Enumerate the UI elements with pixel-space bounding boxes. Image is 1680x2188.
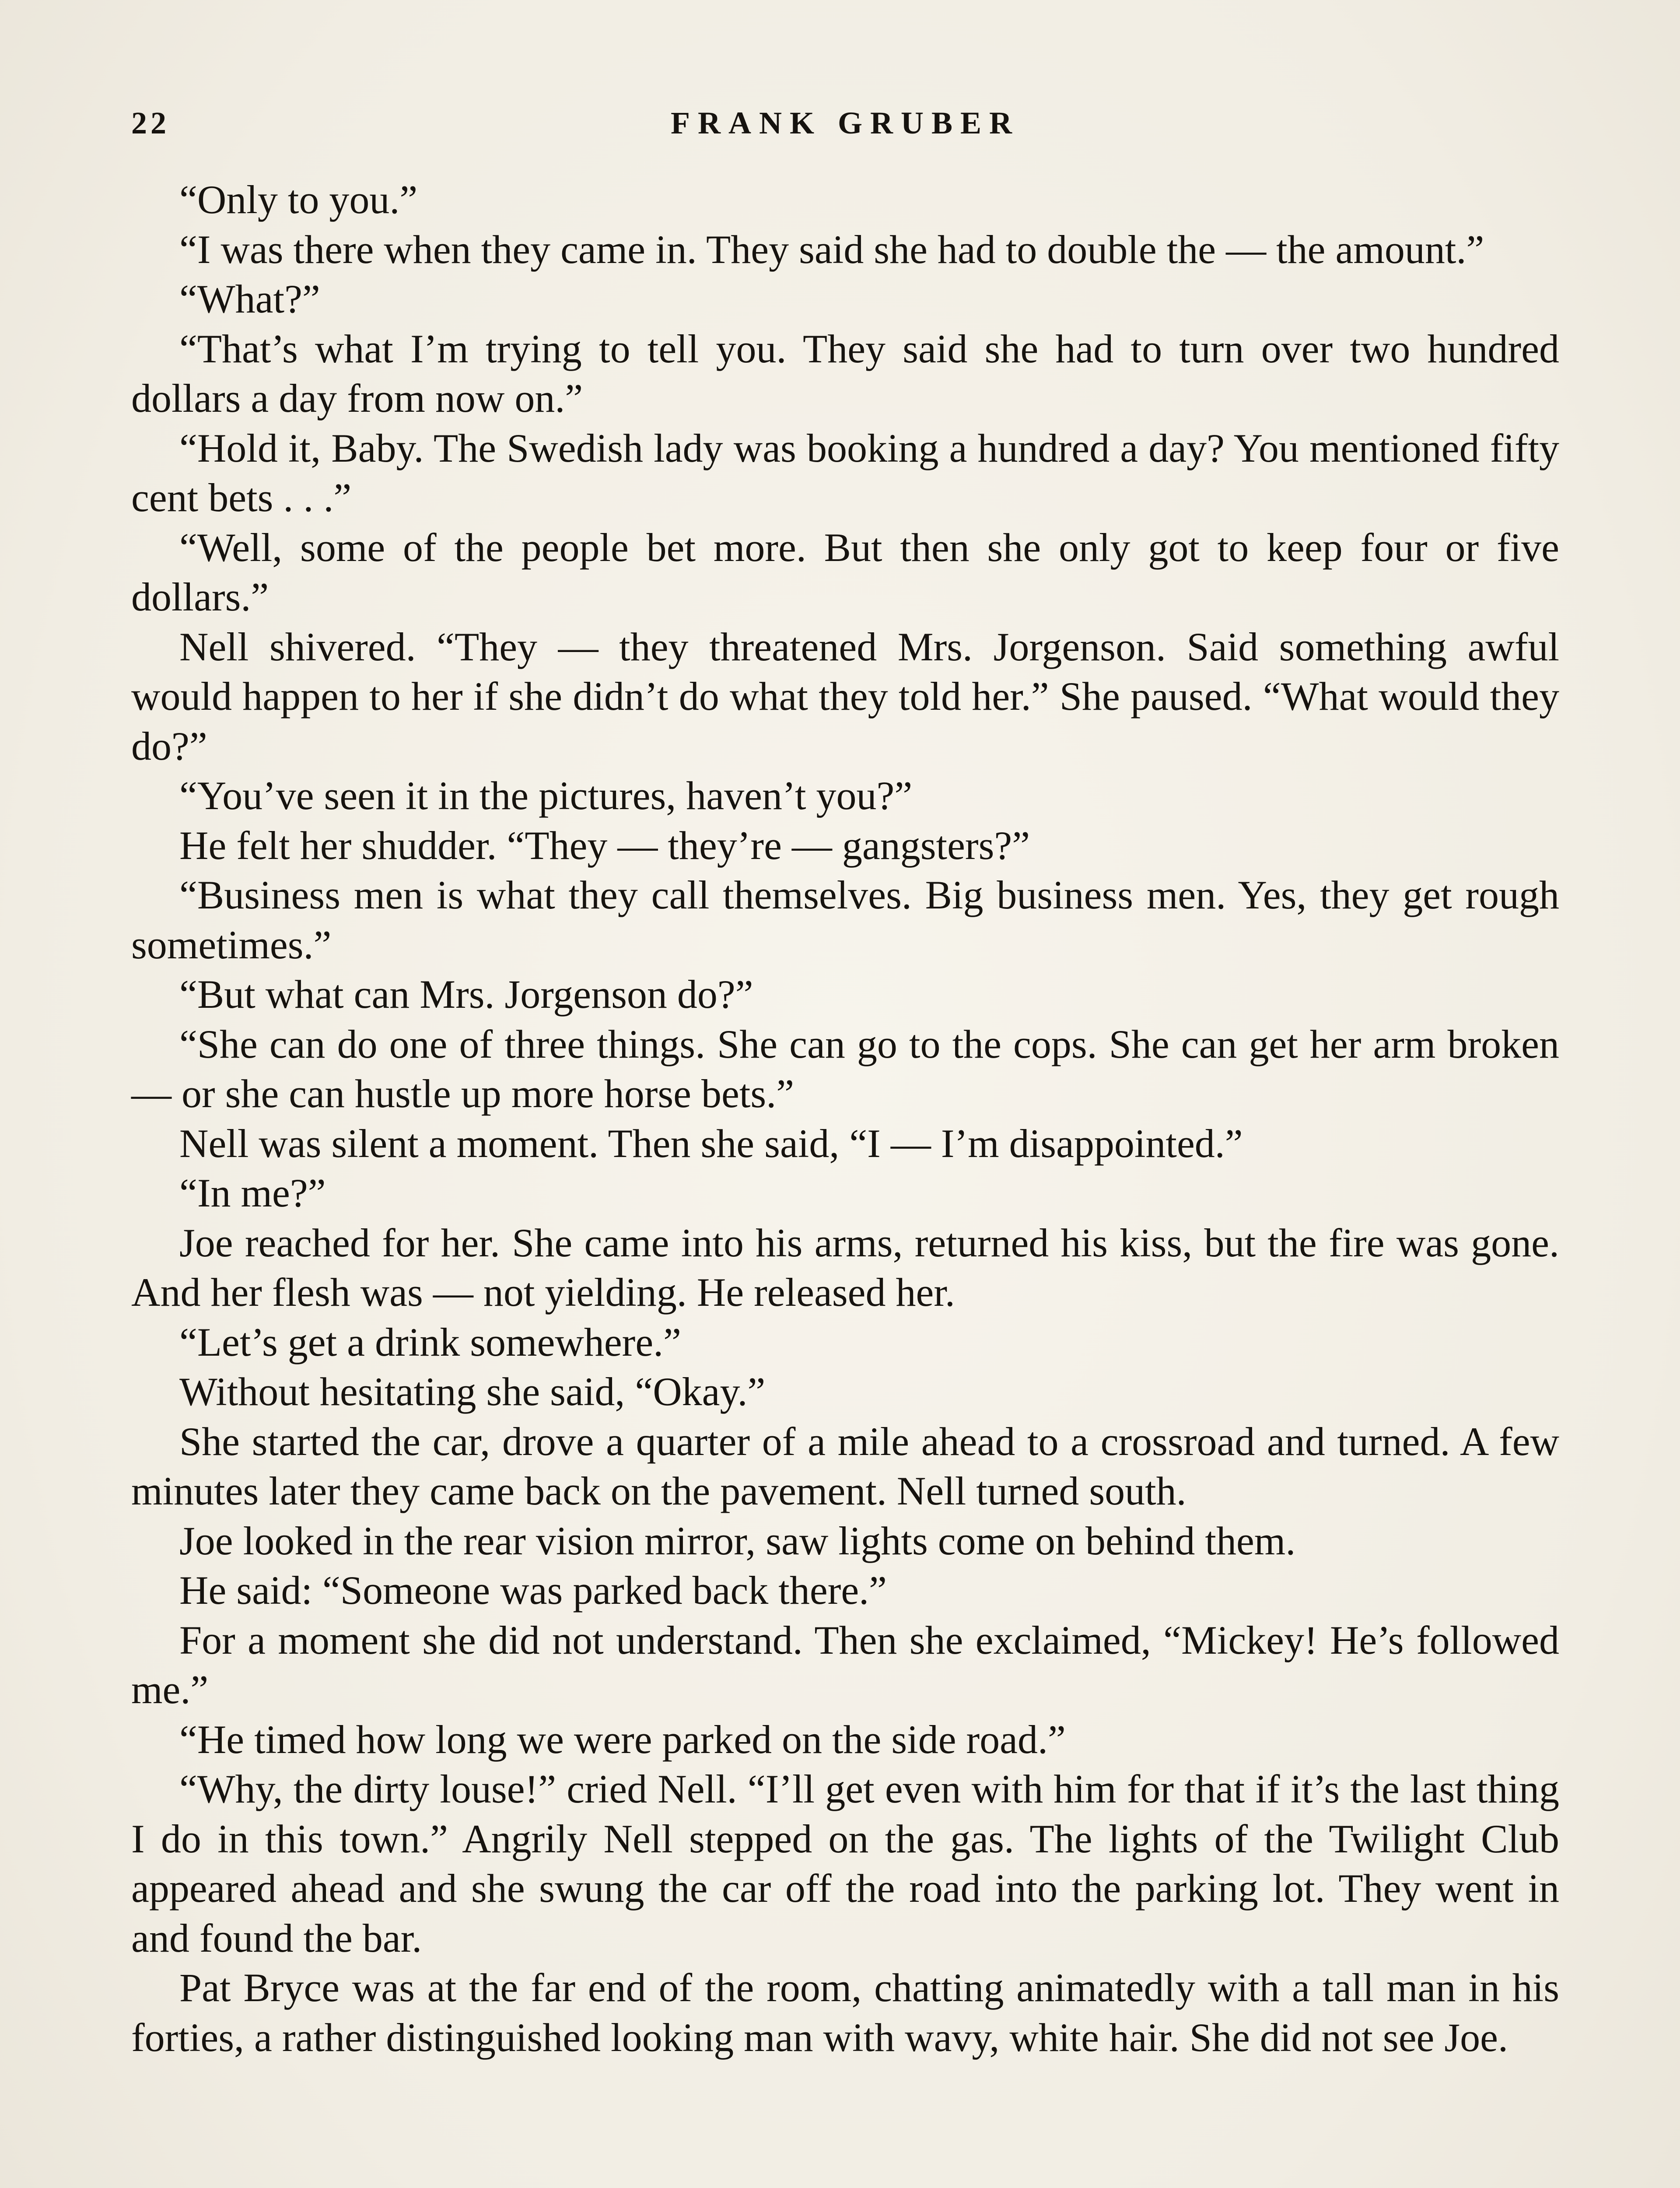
paragraph: “Hold it, Baby. The Swedish lady was booking a hundred a day? You mentioned fifty cent bets . . .” <box>131 425 1559 520</box>
paragraph: For a moment she did not understand. Then she exclaimed, “Mickey! He’s followed me.” <box>131 1617 1559 1712</box>
paragraph: “Business men is what they call themselves. Big business men. Yes, they get rough sometimes.” <box>131 873 1559 967</box>
paragraph: “Let’s get a drink somewhere.” <box>179 1319 681 1364</box>
paragraph: “Only to you.” <box>179 177 418 222</box>
paragraph: “But what can Mrs. Jorgenson do?” <box>179 972 753 1017</box>
page-number: 22 <box>131 105 170 140</box>
paragraph: “Well, some of the people bet more. But then she only got to keep four or five dollars.” <box>131 525 1559 619</box>
paragraph: “In me?” <box>179 1171 326 1215</box>
paragraph: “That’s what I’m trying to tell you. They said she had to turn over two hundred dollars a day from now on.” <box>131 326 1559 421</box>
paragraph: “I was there when they came in. They said she had to double the — the amount.” <box>179 227 1484 272</box>
paragraph: Nell was silent a moment. Then she said, “I — I’m disappointed.” <box>179 1121 1243 1166</box>
paragraph: “Why, the dirty louse!” cried Nell. “I’ll get even with him for that if it’s the last thing I do in this town.” Angrily Nell stepped on the gas. The lights of the Twilight Club appeared ahead and she swung the car off the road into the parking lot. They went in and found the bar. <box>131 1767 1559 1960</box>
running-head <box>131 105 1559 153</box>
paragraph: “He timed how long we were parked on the side road.” <box>179 1717 1066 1762</box>
paragraph: “She can do one of three things. She can go to the cops. She can get her arm broken — or she can hustle up more horse bets.” <box>131 1021 1559 1116</box>
paragraph: She started the car, drove a quarter of a mile ahead to a crossroad and turned. A few minutes later they came back on the pavement. Nell turned south. <box>131 1419 1559 1513</box>
paragraph: Joe looked in the rear vision mirror, saw lights come on behind them. <box>179 1518 1296 1563</box>
running-head-author: FRANK GRUBER <box>670 105 1020 140</box>
paragraph: He felt her shudder. “They — they’re — gangsters?” <box>179 823 1030 868</box>
paragraph: Without hesitating she said, “Okay.” <box>179 1369 766 1414</box>
paragraph: Nell shivered. “They — they threatened Mrs. Jorgenson. Said something awful would happen to her if she didn’t do what they told her.” She paused. “What would they do?” <box>131 624 1559 768</box>
paragraph: He said: “Someone was parked back there.” <box>179 1568 887 1613</box>
body-text <box>131 175 1559 2062</box>
paragraph: “You’ve seen it in the pictures, haven’t you?” <box>179 773 913 818</box>
paragraph: Pat Bryce was at the far end of the room, chatting animatedly with a tall man in his forties, a rather distinguished looking man with wavy, white hair. She did not see Joe. <box>131 1965 1559 2060</box>
paragraph: Joe reached for her. She came into his arms, returned his kiss, but the fire was gone. And her flesh was — not yielding. He released her. <box>131 1220 1559 1315</box>
paragraph: “What?” <box>179 277 320 321</box>
